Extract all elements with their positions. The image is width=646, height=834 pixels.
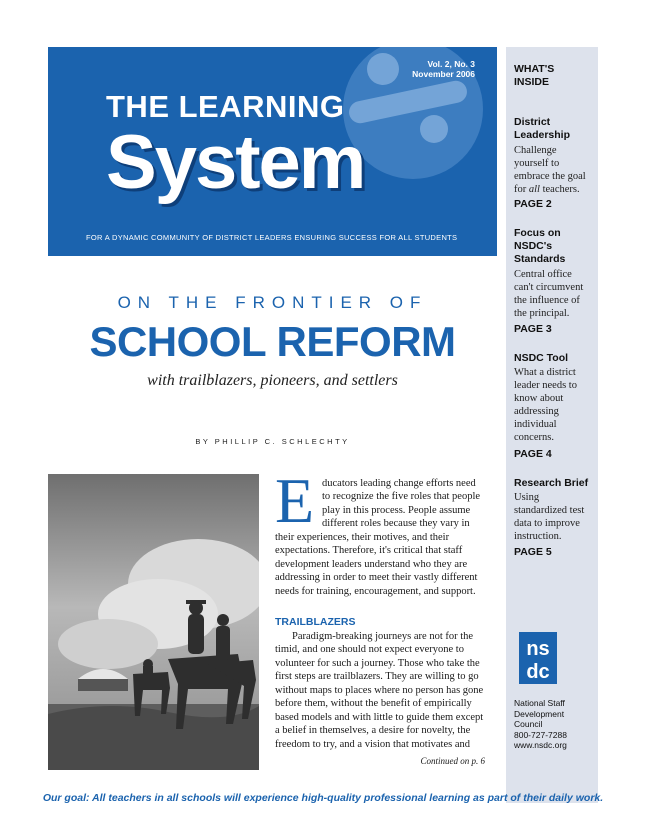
body-line: development leaders understand who they are (275, 559, 468, 570)
body-line: before them, without the benefit of empirically (275, 698, 472, 709)
continued-link[interactable]: Continued on p. 6 (420, 756, 485, 766)
body-line: different roles because they vary in (322, 518, 470, 529)
body-line: needs for training, encouragement, and support. (275, 586, 476, 597)
sidebar-item-page[interactable]: PAGE 2 (514, 198, 552, 210)
goal-statement: Our goal: All teachers in all schools will experience high-quality professional learning as part of their daily work. (42, 792, 604, 804)
sidebar-item-page[interactable]: PAGE 4 (514, 448, 552, 460)
body-line: to recognize the five roles that people (322, 491, 481, 502)
org-name-line: Development (514, 708, 565, 719)
org-website[interactable]: www.nsdc.org (514, 740, 567, 750)
sidebar-item-title[interactable]: Research Brief (514, 477, 589, 489)
body-line: their experiences, their motives, and their (275, 532, 450, 543)
svg-text:dc: dc (526, 661, 550, 683)
newsletter-tagline: FOR A DYNAMIC COMMUNITY OF DISTRICT LEADERS ENSURING SUCCESS FOR ALL STUDENTS (86, 233, 458, 242)
org-name-line: Council (514, 719, 543, 729)
organization-contact (514, 698, 567, 751)
sidebar-desc-line: for all teachers. (514, 184, 580, 195)
volume-number: Vol. 2, No. 3 (427, 59, 475, 69)
pioneers-illustration (48, 474, 259, 770)
newsletter-title-main: System (106, 120, 365, 205)
body-line: expectations. Therefore, it's critical that staff (275, 545, 463, 556)
article-subhead: with trailblazers, pioneers, and settlers (147, 372, 398, 389)
sidebar-heading: WHAT'S INSIDE (514, 63, 555, 88)
body-line: addressing in order to meet their vastly different (275, 572, 478, 583)
article-kicker: ON THE FRONTIER OF (117, 293, 428, 312)
sidebar-item-title[interactable]: NSDC Tool (514, 352, 569, 364)
body-line: freedom to try, and a vision that motivates and (275, 739, 470, 750)
body-line: based models and with little to guide them except (275, 712, 484, 723)
sidebar-item-description: What a district leader needs to know about addressing individual concerns. (514, 367, 577, 443)
org-phone: 800-727-7288 (514, 729, 567, 740)
masthead-banner (48, 47, 497, 256)
body-line: first steps are trailblazers. They are willing to go (275, 671, 479, 682)
svg-text:ns: ns (526, 638, 550, 660)
body-line: volunteer for such a journey. Those who take the (275, 658, 480, 669)
article-byline: BY PHILLIP C. SCHLECHTY (195, 437, 350, 446)
body-line: ducators leading change efforts need (322, 478, 476, 489)
drop-cap: E (275, 465, 315, 536)
body-line: timid, and one should not expect everyone to (275, 644, 464, 655)
sidebar-item-title[interactable]: Focus on NSDC's Standards (514, 227, 566, 265)
body-line: Paradigm-breaking journeys are not for the (292, 631, 474, 642)
section-heading: TRAILBLAZERS (275, 616, 356, 628)
sidebar-item-page[interactable]: PAGE 5 (514, 546, 552, 558)
body-line: a belief in themselves, a desire for novelty, the (275, 725, 471, 736)
sidebar-item-description: Using standardized test data to improve instruction. (514, 492, 585, 542)
issue-info (412, 59, 475, 79)
sidebar-item-page[interactable]: PAGE 3 (514, 323, 552, 335)
nsdc-logo-mark (519, 632, 557, 684)
nsdc-logo (519, 632, 557, 684)
emphasis-text: all (528, 184, 540, 195)
body-line: without maps to places where no person has gone (275, 685, 484, 696)
org-name-line: National Staff (514, 698, 565, 708)
issue-date: November 2006 (412, 69, 475, 79)
sidebar-item-description: Challenge yourself to embrace the goal for all teachers. (514, 144, 596, 196)
sidebar-item-title[interactable]: District Leadership (514, 116, 571, 141)
sidebar-item-description: Central office can't circumvent the influence of the principal. (514, 269, 584, 319)
article-headline: SCHOOL REFORM (89, 318, 456, 365)
body-line: play in this process. People assume (322, 505, 471, 516)
newsletter-title-top: THE LEARNING (106, 89, 345, 124)
whats-inside-sidebar (506, 47, 598, 803)
